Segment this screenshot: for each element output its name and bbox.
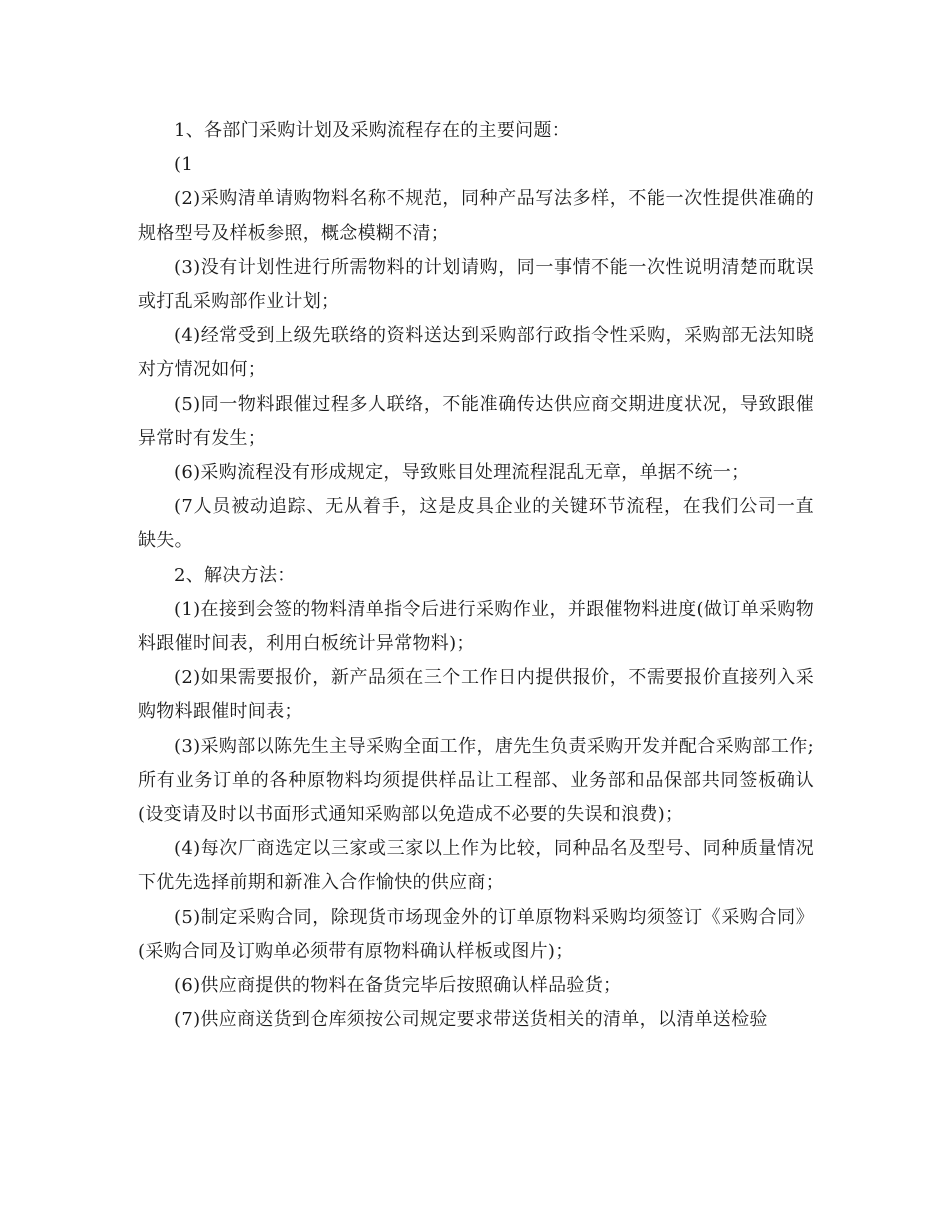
list-item: (5)同一物料跟催过程多人联络，不能准确传达供应商交期进度状况，导致跟催异常时有发生； [138, 393, 814, 449]
list-item: (1)在接到会签的物料清单指令后进行采购作业，并跟催物料进度(做订单采购物料跟催时间表，利用白板统计异常物料)； [138, 598, 814, 655]
list-item: (3)采购部以陈先生主导采购全面工作，唐先生负责采购开发并配合采购部工作;所有业务订单的各种原物料均须提供样品让工程部、业务部和品保部共同签板确认(设变请及时以书面形式通知采购部以免造成不必要的失误和浪费)； [138, 735, 814, 826]
list-item: (7)供应商送货到仓库须按公司规定要求带送货相关的清单，以清单送检验 [174, 1009, 768, 1031]
list-item: (1 [174, 154, 194, 176]
list-item: (4)每次厂商选定以三家或三家以上作为比较，同种品名及型号、同种质量情况下优先选择前期和新准入合作愉快的供应商； [138, 838, 814, 894]
list-item: (4)经常受到上级先联络的资料送达到采购部行政指令性采购，采购部无法知晓对方情况如何； [138, 325, 814, 381]
list-item: (6)供应商提供的物料在备货完毕后按照确认样品验货； [174, 975, 622, 997]
document-body [138, 114, 814, 1037]
list-item: (2)如果需要报价，新产品须在三个工作日内提供报价，不需要报价直接列入采购物料跟催时间表； [138, 667, 814, 723]
section-1-heading: 1、各部门采购计划及采购流程存在的主要问题： [174, 120, 571, 141]
section-2-heading: 2、解决方法： [174, 564, 296, 586]
list-item: (5)制定采购合同，除现货市场现金外的订单原物料采购均须签订《采购合同》(采购合同及订购单必须带有原物料确认样板或图片)； [138, 906, 814, 962]
list-item: (6)采购流程没有形成规定，导致账目处理流程混乱无章，单据不统一； [174, 462, 750, 484]
list-item: (7人员被动追踪、无从着手，这是皮具企业的关键环节流程，在我们公司一直缺失。 [138, 496, 814, 552]
list-item: (2)采购清单请购物料名称不规范，同种产品写法多样，不能一次性提供准确的规格型号及样板参照，概念模糊不清； [138, 188, 814, 244]
list-item: (3)没有计划性进行所需物料的计划请购，同一事情不能一次性说明清楚而耽误或打乱采购部作业计划； [138, 256, 814, 313]
